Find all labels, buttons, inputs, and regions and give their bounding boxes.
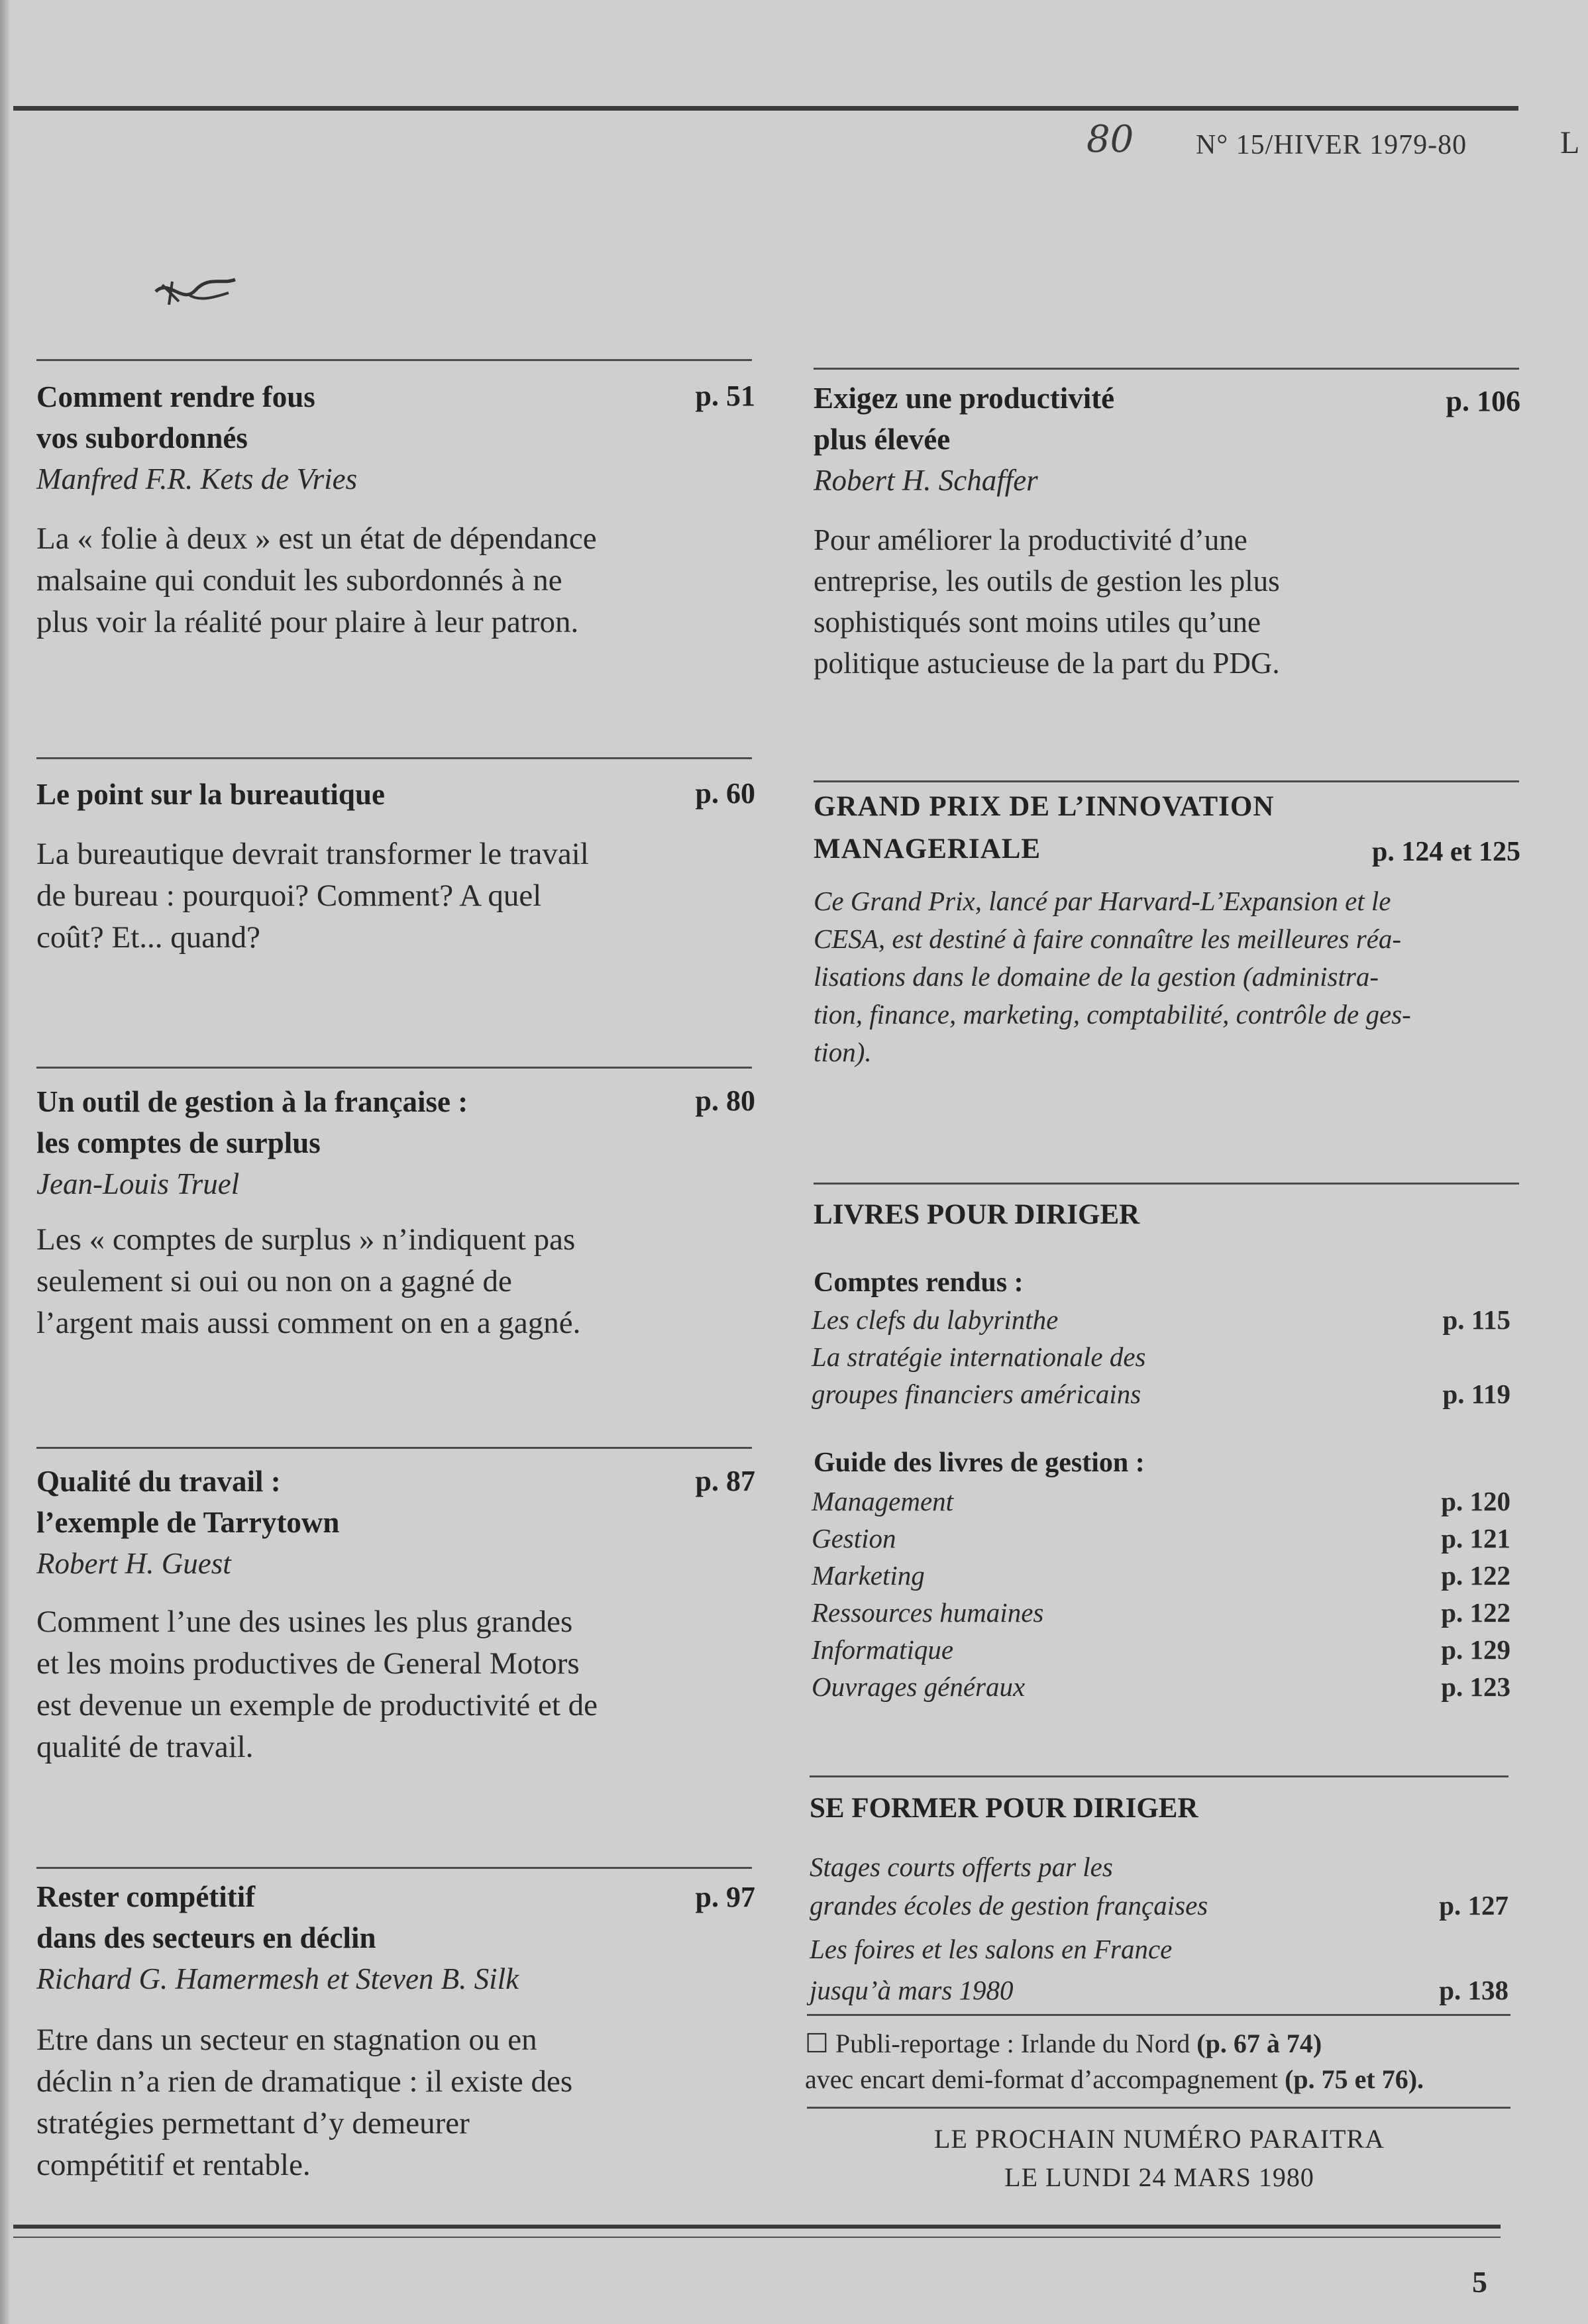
- guide-heading: Guide des livres de gestion :: [814, 1448, 1145, 1478]
- article-title: Rester compétitif dans des secteurs en déclin: [36, 1880, 376, 1954]
- rule-article-1: [36, 359, 752, 361]
- grand-prix-page: p. 124 et 125: [1372, 837, 1520, 867]
- grand-prix-title: GRAND PRIX DE L’INNOVATION MANAGERIALE: [814, 791, 1275, 865]
- publi-reportage: ☐ Publi-reportage : Irlande du Nord (p. 67 à 74) avec encart demi-format d’accompagnement (p. 75 et 76).: [805, 2029, 1424, 2094]
- article-page: p. 51: [695, 380, 755, 412]
- grand-prix-section: [814, 786, 1522, 1071]
- rule-former: [810, 1775, 1509, 1777]
- article-title: Le point sur la bureautique: [36, 778, 385, 811]
- rule-article-5: [36, 1867, 752, 1869]
- article-author: Jean-Louis Truel: [36, 1167, 240, 1200]
- list-item: La stratégie internationale des: [812, 1342, 1146, 1372]
- rule-grand-prix: [814, 780, 1519, 782]
- article-title: Comment rendre fous vos subordonnés: [36, 380, 315, 454]
- article-title: Un outil de gestion à la française : les comptes de surplus: [36, 1085, 468, 1159]
- article-author: Robert H. Guest: [36, 1547, 231, 1580]
- article-page: p. 106: [1446, 385, 1520, 417]
- edge-mark: L: [1560, 125, 1580, 160]
- grand-prix-text: Ce Grand Prix, lancé par Harvard-L’Expansion et le CESA, est destiné à faire connaître les meilleures réa- lisations dans le domaine de la gestion (administra- tion, finance, marketing, comptabilité, contrôle de ges- tion).: [814, 886, 1411, 1067]
- list-item: Informatique p. 129: [812, 1634, 1510, 1665]
- article-summary: Pour améliorer la productivité d’une entreprise, les outils de gestion les plus sophistiqués sont moins utiles qu’une politique astucieuse de la part du PDG.: [814, 523, 1280, 680]
- article-summary: La « folie à deux » est un état de dépendance malsaine qui conduit les subordonnés à ne plus voir la réalité pour plaire à leur patron.: [36, 521, 597, 639]
- list-item: groupes financiers américains p. 119: [812, 1379, 1510, 1409]
- comptes-heading: Comptes rendus :: [814, 1267, 1024, 1298]
- livres-heading: LIVRES POUR DIRIGER: [814, 1199, 1140, 1230]
- article-comptes-de-surplus: [36, 1081, 759, 1344]
- article-rester-competitif: [36, 1876, 759, 2186]
- article-page: p. 80: [695, 1084, 755, 1117]
- article-summary: Les « comptes de surplus » n’indiquent pas seulement si oui ou non on a gagné de l’argent mais aussi comment on en a gagné.: [36, 1222, 581, 1340]
- logo-sketch-icon: [149, 265, 242, 318]
- article-summary: Etre dans un secteur en stagnation ou en déclin n’a rien de dramatique : il existe des stratégies permettant d’y demeurer compétitif et rentable.: [36, 2023, 573, 2182]
- rule-publi: [807, 2014, 1510, 2016]
- list-item: grandes écoles de gestion françaises p. 127: [810, 1890, 1509, 1921]
- page-number: 5: [1472, 2265, 1487, 2299]
- issue-label: N° 15/HIVER 1979-80: [1196, 130, 1467, 160]
- list-item: Les foires et les salons en France: [810, 1934, 1173, 1964]
- article-author: Robert H. Schaffer: [814, 464, 1038, 497]
- list-item: Gestion p. 121: [812, 1523, 1510, 1554]
- article-title: Qualité du travail : l’exemple de Tarrytown: [36, 1465, 340, 1539]
- article-tarrytown: [36, 1461, 759, 1768]
- article-title: Exigez une productivité plus élevée: [814, 382, 1115, 456]
- bottom-rule-thin: [13, 2237, 1501, 2238]
- article-author: Richard G. Hamermesh et Steven B. Silk: [36, 1962, 519, 1995]
- article-summary: Comment l’une des usines les plus grandes et les moins productives de General Motors est devenue un exemple de productivité et de qualité de travail.: [36, 1605, 598, 1764]
- list-item: Management p. 120: [812, 1486, 1510, 1516]
- former-heading: SE FORMER POUR DIRIGER: [810, 1793, 1198, 1824]
- article-page: p. 87: [695, 1465, 755, 1497]
- rule-livres: [814, 1183, 1519, 1185]
- list-item: jusqu’à mars 1980 p. 138: [810, 1975, 1509, 2005]
- article-exigez-productivite: [814, 378, 1522, 684]
- bottom-rule: [13, 2225, 1501, 2229]
- list-item: Ressources humaines p. 122: [812, 1597, 1510, 1628]
- list-item: Marketing p. 122: [812, 1560, 1510, 1591]
- article-summary: La bureautique devrait transformer le travail de bureau : pourquoi? Comment? A quel coût? Et... quand?: [36, 837, 589, 955]
- list-item: Stages courts offerts par les: [810, 1852, 1113, 1882]
- handwritten-number: 80: [1086, 118, 1134, 161]
- rule-prochain: [807, 2107, 1510, 2109]
- page-binding-edge: [0, 0, 9, 2324]
- list-item: Ouvrages généraux p. 123: [812, 1671, 1510, 1702]
- article-page: p. 60: [695, 777, 755, 810]
- rule-article-4: [36, 1447, 752, 1449]
- rule-article-2: [36, 757, 752, 759]
- top-rule: [13, 106, 1518, 111]
- article-comment-rendre-fous: [36, 376, 759, 643]
- list-item: Les clefs du labyrinthe p. 115: [812, 1304, 1510, 1335]
- article-page: p. 97: [695, 1881, 755, 1913]
- article-author: Manfred F.R. Kets de Vries: [36, 462, 358, 496]
- rule-article-6: [814, 368, 1519, 370]
- rule-article-3: [36, 1067, 752, 1069]
- prochain-numero: LE PROCHAIN NUMÉRO PARAITRA LE LUNDI 24 MARS 1980: [933, 2124, 1385, 2192]
